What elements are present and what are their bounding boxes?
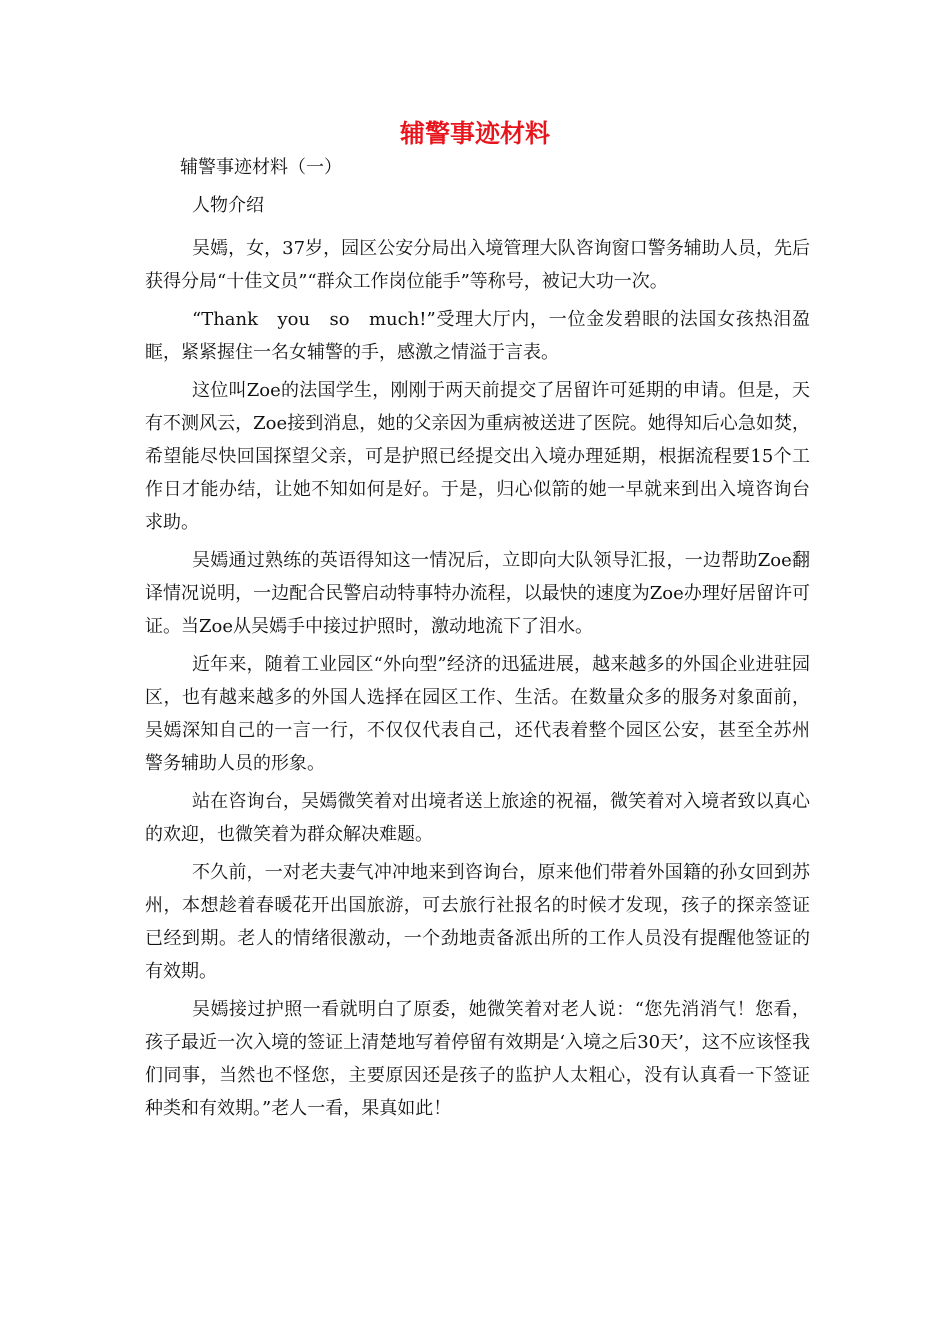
paragraph: “Thank you so much!”受理大厅内，一位金发碧眼的法国女孩热泪盈眶，紧紧握住一名女辅警的手，感激之情溢于言表。 <box>145 309 810 363</box>
document-title: 辅警事迹材料 <box>399 119 550 148</box>
paragraph: 吴嫣，女，37岁，园区公安分局出入境管理大队咨询窗口警务辅助人员，先后获得分局“十佳文员”“群众工作岗位能手”等称号，被记大功一次。 <box>145 238 810 292</box>
paragraph: 这位叫Zoe的法国学生，刚刚于两天前提交了居留许可延期的申请。但是，天有不测风云，Zoe接到消息，她的父亲因为重病被送进了医院。她得知后心急如焚，希望能尽快回国探望父亲，可是护照已经提交出入境办理延期，根据流程要15个工作日才能办结，让她不知如何是好。于是，归心似箭的她一早就来到出入境咨询台求助。 <box>145 380 810 533</box>
document-body <box>145 150 810 1130</box>
paragraph: 近年来，随着工业园区“外向型”经济的迅猛进展，越来越多的外国企业进驻园区，也有越来越多的外国人选择在园区工作、生活。在数量众多的服务对象面前，吴嫣深知自己的一言一行，不仅仅代表自己，还代表着整个园区公安，甚至全苏州警务辅助人员的形象。 <box>145 654 810 774</box>
paragraph: 吴嫣通过熟练的英语得知这一情况后，立即向大队领导汇报，一边帮助Zoe翻译情况说明，一边配合民警启动特事特办流程，以最快的速度为Zoe办理好居留许可证。当Zoe从吴嫣手中接过护照时，激动地流下了泪水。 <box>145 550 810 637</box>
paragraph: 站在咨询台，吴嫣微笑着对出境者送上旅途的祝福，微笑着对入境者致以真心的欢迎，也微笑着为群众解决难题。 <box>145 791 810 845</box>
document-subtitle: 辅警事迹材料（一） <box>180 157 342 178</box>
paragraph: 不久前，一对老夫妻气冲冲地来到咨询台，原来他们带着外国籍的孙女回到苏州，本想趁着春暖花开出国旅游，可去旅行社报名的时候才发现，孩子的探亲签证已经到期。老人的情绪很激动，一个劲地责备派出所的工作人员没有提醒他签证的有效期。 <box>145 862 810 982</box>
section-heading: 人物介绍 <box>192 195 264 216</box>
paragraph: 吴嫣接过护照一看就明白了原委，她微笑着对老人说：“您先消消气！您看，孩子最近一次入境的签证上清楚地写着停留有效期是‘入境之后30天’，这不应该怪我们同事，当然也不怪您，主要原因还是孩子的监护人太粗心，没有认真看一下签证种类和有效期。”老人一看，果真如此！ <box>145 999 810 1119</box>
